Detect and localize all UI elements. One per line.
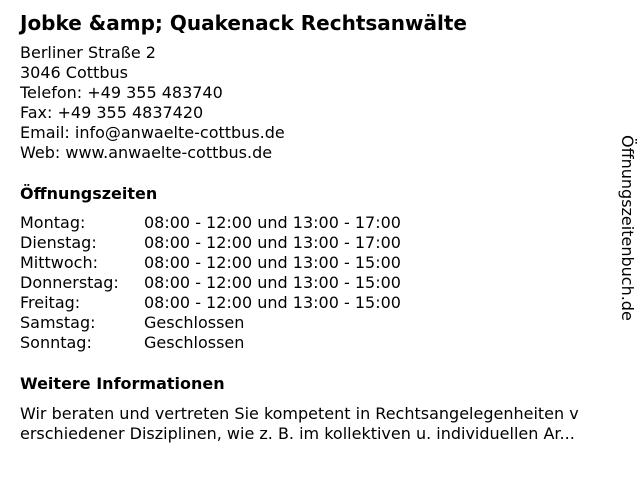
hours-row-wednesday: [20, 253, 401, 273]
email-line[interactable]: Email: info@anwaelte-cottbus.de: [20, 123, 285, 142]
phone-line[interactable]: Telefon: +49 355 483740: [20, 83, 223, 102]
more-info-heading: Weitere Informationen: [20, 374, 225, 393]
address-street: Berliner Straße 2: [20, 43, 156, 62]
page-title: Jobke &amp; Quakenack Rechtsanwälte: [20, 11, 467, 35]
address-city: 3046 Cottbus: [20, 63, 128, 82]
opening-hours-table: [20, 213, 401, 353]
more-info-line-1: Wir beraten und vertreten Sie kompetent in Rechtsangelegenheiten v: [20, 404, 579, 423]
web-line[interactable]: Web: www.anwaelte-cottbus.de: [20, 143, 273, 162]
hours-time: 08:00 - 12:00 und 13:00 - 17:00: [144, 213, 401, 232]
hours-time: Geschlossen: [144, 313, 245, 332]
hours-day: Freitag:: [20, 293, 81, 312]
hours-day: Donnerstag:: [20, 273, 119, 292]
fax-line: Fax: +49 355 4837420: [20, 103, 204, 122]
hours-time: 08:00 - 12:00 und 13:00 - 17:00: [144, 233, 401, 252]
hours-row-thursday: [20, 273, 401, 293]
more-info-line-2: erschiedener Disziplinen, wie z. B. im kollektiven u. individuellen Ar...: [20, 424, 575, 443]
hours-row-saturday: [20, 313, 401, 333]
hours-day: Montag:: [20, 213, 86, 232]
opening-hours-heading: Öffnungszeiten: [20, 184, 158, 203]
hours-day: Samstag:: [20, 313, 96, 332]
hours-time: 08:00 - 12:00 und 13:00 - 15:00: [144, 293, 401, 312]
hours-day: Dienstag:: [20, 233, 97, 252]
hours-row-monday: [20, 213, 401, 233]
hours-time: Geschlossen: [144, 333, 245, 352]
hours-row-tuesday: [20, 233, 401, 253]
hours-day: Sonntag:: [20, 333, 92, 352]
hours-time: 08:00 - 12:00 und 13:00 - 15:00: [144, 253, 401, 272]
hours-row-friday: [20, 293, 401, 313]
hours-row-sunday: [20, 333, 401, 353]
hours-time: 08:00 - 12:00 und 13:00 - 15:00: [144, 273, 401, 292]
more-info-text: [20, 404, 628, 444]
hours-day: Mittwoch:: [20, 253, 98, 272]
brand-watermark: Öffnungszeitenbuch.de: [618, 135, 637, 321]
contact-block: [20, 43, 285, 163]
